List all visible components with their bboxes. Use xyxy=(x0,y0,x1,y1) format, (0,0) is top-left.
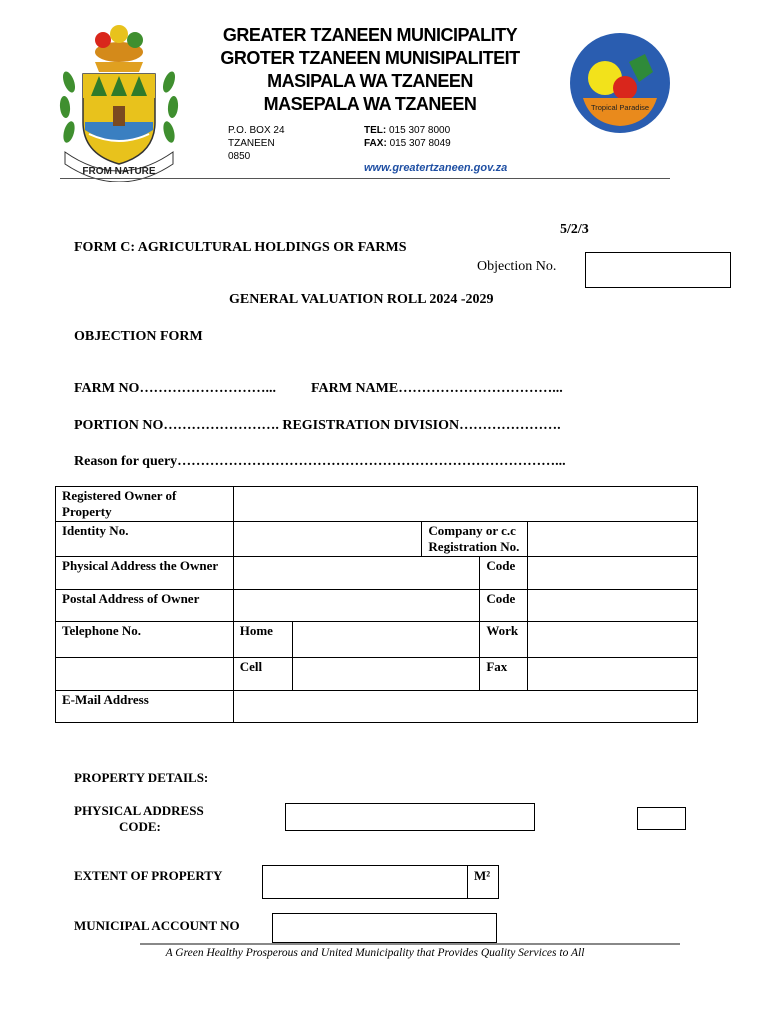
table-row xyxy=(56,658,698,691)
fax-value: 015 307 8049 xyxy=(389,138,451,149)
logo-caption: Tropical Paradise xyxy=(590,103,650,112)
code-heading: CODE: xyxy=(119,819,161,834)
identity-no-label: Identity No. xyxy=(56,522,234,557)
physical-address-heading: PHYSICAL ADDRESS xyxy=(74,803,204,818)
objection-form-heading: OBJECTION FORM xyxy=(74,329,203,344)
website-link[interactable]: www.greatertzaneen.gov.za xyxy=(364,162,508,174)
telephone-spacer xyxy=(56,658,234,691)
portion-registration-field[interactable]: PORTION NO……………………. REGISTRATION DIVISION…………………. xyxy=(74,418,561,433)
fax-label: FAX: xyxy=(364,138,387,149)
contact-numbers xyxy=(364,124,451,150)
postal-code-input[interactable] xyxy=(528,590,698,622)
crest-motto: FROM NATURE xyxy=(82,166,156,177)
property-address-field[interactable] xyxy=(285,803,535,831)
home-phone-input[interactable] xyxy=(292,622,480,658)
home-label: Home xyxy=(233,622,292,658)
work-phone-input[interactable] xyxy=(528,622,698,658)
table-row xyxy=(56,487,698,522)
email-input[interactable] xyxy=(233,691,697,723)
tel-value: 015 307 8000 xyxy=(389,125,451,136)
fax-label: Fax xyxy=(480,658,528,691)
cell-label: Cell xyxy=(233,658,292,691)
municipal-account-label: MUNICIPAL ACCOUNT NO xyxy=(74,918,240,933)
cell-phone-input[interactable] xyxy=(292,658,480,691)
file-reference: 5/2/3 xyxy=(560,222,589,237)
owner-details-table xyxy=(55,486,698,723)
header-divider xyxy=(60,178,670,179)
municipal-crest-icon xyxy=(55,22,183,182)
telephone-label: Telephone No. xyxy=(56,622,234,658)
registered-owner-label: Registered Owner of Property xyxy=(56,487,234,522)
form-title: FORM C: AGRICULTURAL HOLDINGS OR FARMS xyxy=(74,240,407,255)
physical-address-input[interactable] xyxy=(233,557,480,590)
table-row xyxy=(56,557,698,590)
postal-address-label: Postal Address of Owner xyxy=(56,590,234,622)
address-line: P.O. BOX 24 xyxy=(228,125,285,136)
company-registration-label: Company or c.c Registration No. xyxy=(422,522,528,557)
table-row xyxy=(56,590,698,622)
table-row xyxy=(56,691,698,723)
unit-cell xyxy=(467,865,499,899)
municipal-account-field[interactable] xyxy=(272,913,497,943)
tropical-paradise-logo-icon xyxy=(569,32,671,134)
valuation-roll-title: GENERAL VALUATION ROLL 2024 -2029 xyxy=(229,292,494,307)
municipality-name-sepedi: MASIPALA WA TZANEEN xyxy=(267,71,473,91)
reason-for-query-field[interactable]: Reason for query………………………………………………………………………... xyxy=(74,454,566,469)
extent-field[interactable] xyxy=(262,865,469,899)
municipality-name-english: GREATER TZANEEN MUNICIPALITY xyxy=(222,25,518,45)
physical-address-label: Physical Address the Owner xyxy=(56,557,234,590)
extent-of-property-label: EXTENT OF PROPERTY xyxy=(74,868,223,883)
farm-no-field[interactable]: FARM NO………………………... xyxy=(74,381,276,396)
physical-code-label: Code xyxy=(480,557,528,590)
table-row xyxy=(56,622,698,658)
municipality-name-afrikaans: GROTER TZANEEN MUNISIPALITEIT xyxy=(220,48,520,68)
square-metre-unit: M² xyxy=(474,868,491,883)
property-details-heading: PROPERTY DETAILS: xyxy=(74,770,209,785)
address-line: 0850 xyxy=(228,151,251,162)
email-label: E-Mail Address xyxy=(56,691,234,723)
objection-no-field[interactable] xyxy=(585,252,731,288)
registered-owner-input[interactable] xyxy=(233,487,697,522)
objection-no-label: Objection No. xyxy=(477,259,557,274)
work-label: Work xyxy=(480,622,528,658)
footer-divider xyxy=(140,943,680,945)
company-registration-input[interactable] xyxy=(528,522,698,557)
fax-input[interactable] xyxy=(528,658,698,691)
property-code-field[interactable] xyxy=(637,807,686,830)
tel-label: TEL: xyxy=(364,125,387,136)
postal-code-label: Code xyxy=(480,590,528,622)
municipality-name-xitsonga: MASEPALA WA TZANEEN xyxy=(263,94,477,114)
farm-name-field[interactable]: FARM NAME……………………………... xyxy=(311,381,563,396)
address-line: TZANEEN xyxy=(228,138,275,149)
physical-code-input[interactable] xyxy=(528,557,698,590)
postal-address-input[interactable] xyxy=(233,590,480,622)
footer-slogan: A Green Healthy Prosperous and United Municipality that Provides Quality Services to All xyxy=(165,947,585,959)
postal-address xyxy=(228,124,285,163)
table-row xyxy=(56,522,698,557)
identity-no-input[interactable] xyxy=(233,522,422,557)
